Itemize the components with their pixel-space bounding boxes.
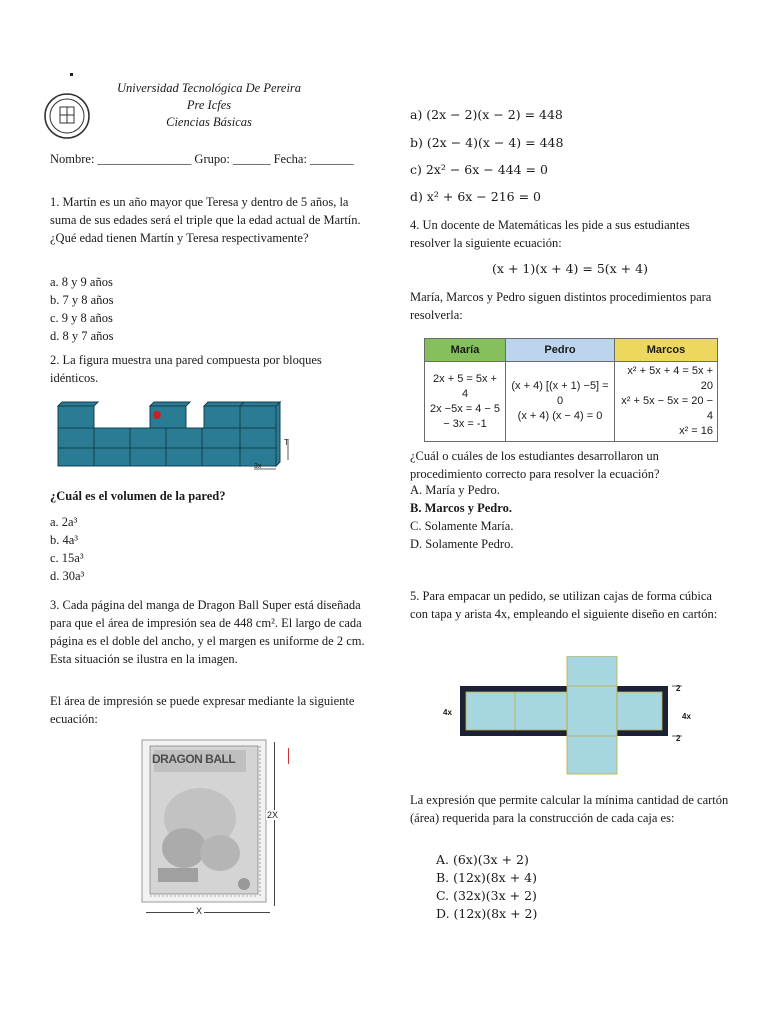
option-1d: d. 8 y 7 años xyxy=(50,329,114,343)
question-3-options xyxy=(410,106,563,208)
manga-height-label: 2X xyxy=(267,810,279,820)
option-5c: C. (32x)(3x + 2) xyxy=(436,888,537,903)
option-5d: D. (12x)(8x + 2) xyxy=(436,906,538,921)
pedro-step: (x + 4) [(x + 1) −5] = 0 xyxy=(511,380,609,407)
option-4a: A. María y Pedro. xyxy=(410,483,500,497)
option-1b: b. 7 y 8 años xyxy=(50,293,114,307)
net-label-top: 2 xyxy=(676,684,681,693)
question-3-text: 3. Cada página del manga de Dragon Ball Super está diseñada para que el área de impresión sea de 448 cm². El largo de cada página es el doble del ancho, y el margen es uniforme de 2 cm. Esta situación se ilustra en la imagen. xyxy=(50,598,365,666)
box-net-figure xyxy=(460,656,700,776)
option-3a: a) (2x − 2)(x − 2) = 448 xyxy=(410,107,563,122)
manga-width-line xyxy=(146,912,270,913)
wall-figure xyxy=(54,400,294,470)
option-2a: a. 2a³ xyxy=(50,515,78,529)
question-1-text: 1. Martín es un año mayor que Teresa y dentro de 5 años, la suma de sus edades será el triple que la edad actual de Martín. ¿Qué edad tienen Martín y Teresa respectivamente? xyxy=(50,195,361,245)
dot-mark xyxy=(70,73,73,76)
option-4c: C. Solamente María. xyxy=(410,519,514,533)
question-2-text: 2. La figura muestra una pared compuesta por bloques idénticos. xyxy=(50,353,322,385)
marcos-step: x² + 5x + 4 = 5x + 20 xyxy=(627,365,713,392)
university-seal xyxy=(43,92,91,140)
manga-height-line xyxy=(274,742,275,906)
procedures-table-wrap xyxy=(424,338,718,442)
header-marcos: Marcos xyxy=(615,339,718,362)
header-fields: Nombre: _______________ Grupo: ______ Fecha: _______ xyxy=(50,152,354,166)
question-4-prompt: ¿Cuál o cuáles de los estudiantes desarrollaron un procedimiento correcto para resolver la ecuación? xyxy=(410,449,660,481)
option-4b: B. Marcos y Pedro. xyxy=(410,501,512,515)
maria-step: 2x + 5 = 5x + 4 xyxy=(433,372,497,400)
header-course: Pre Icfes xyxy=(186,98,232,112)
question-3-text-2: El área de impresión se puede expresar mediante la siguiente ecuación: xyxy=(50,694,355,726)
header-area: Ciencias Básicas xyxy=(166,115,252,129)
question-4-options xyxy=(410,481,513,553)
option-2b: b. 4a³ xyxy=(50,533,79,547)
question-1-options xyxy=(50,273,114,345)
wall-dim-width: 3x xyxy=(254,463,262,470)
question-4-text-2: María, Marcos y Pedro siguen distintos procedimientos para resolverla: xyxy=(410,290,712,322)
wall-dim-height: T xyxy=(284,438,289,447)
question-4-text: 4. Un docente de Matemáticas les pide a sus estudiantes resolver la siguiente ecuación: xyxy=(410,218,690,250)
header-university: Universidad Tecnológica De Pereira xyxy=(116,81,302,95)
maria-steps xyxy=(425,362,506,442)
option-2d: d. 30a³ xyxy=(50,569,85,583)
marcos-step: x² = 16 xyxy=(679,425,713,437)
question-5-text: 5. Para empacar un pedido, se utilizan cajas de forma cúbica con tapa y arista 4x, empleando el siguiente diseño en cartón: xyxy=(410,589,718,621)
question-5-prompt: La expresión que permite calcular la mínima cantidad de cartón (área) requerida para la construcción de cada caja es: xyxy=(410,793,729,825)
option-3c: c) 2x² − 6x − 444 = 0 xyxy=(410,162,548,177)
marcos-steps xyxy=(615,362,718,442)
manga-height-marker xyxy=(288,748,289,764)
option-1c: c. 9 y 8 años xyxy=(50,311,113,325)
option-2c: c. 15a³ xyxy=(50,551,84,565)
option-5b: B. (12x)(8x + 4) xyxy=(436,870,537,885)
net-label-right: 4x xyxy=(682,712,691,721)
option-5a: A. (6x)(3x + 2) xyxy=(436,852,529,867)
header-maria: María xyxy=(425,339,506,362)
question-2-prompt: ¿Cuál es el volumen de la pared? xyxy=(50,489,226,503)
option-4d: D. Solamente Pedro. xyxy=(410,537,514,551)
option-3d: d) x² + 6x − 216 = 0 xyxy=(410,189,541,204)
marcos-step: x² + 5x − 5x = 20 − 4 xyxy=(621,395,713,422)
procedures-table xyxy=(424,338,718,442)
header-pedro: Pedro xyxy=(506,339,615,362)
maria-step: 2x −5x = 4 − 5 xyxy=(429,402,501,415)
manga-width-label: X xyxy=(196,906,203,916)
question-2-options xyxy=(50,513,84,585)
net-label-bottom: 2 xyxy=(676,734,681,743)
pedro-steps xyxy=(506,362,615,442)
net-label-left: 4x xyxy=(443,708,452,717)
option-1a: a. 8 y 9 años xyxy=(50,275,113,289)
pedro-step: (x + 4) (x − 4) = 0 xyxy=(517,410,603,422)
question-5-options xyxy=(436,851,537,923)
maria-step: − 3x = -1 xyxy=(443,417,487,430)
manga-cover-title: DRAGON BALL xyxy=(152,752,236,766)
option-3b: b) (2x − 4)(x − 4) = 448 xyxy=(410,135,564,150)
question-4-equation: (x + 1)(x + 4) = 5(x + 4) xyxy=(492,261,648,276)
